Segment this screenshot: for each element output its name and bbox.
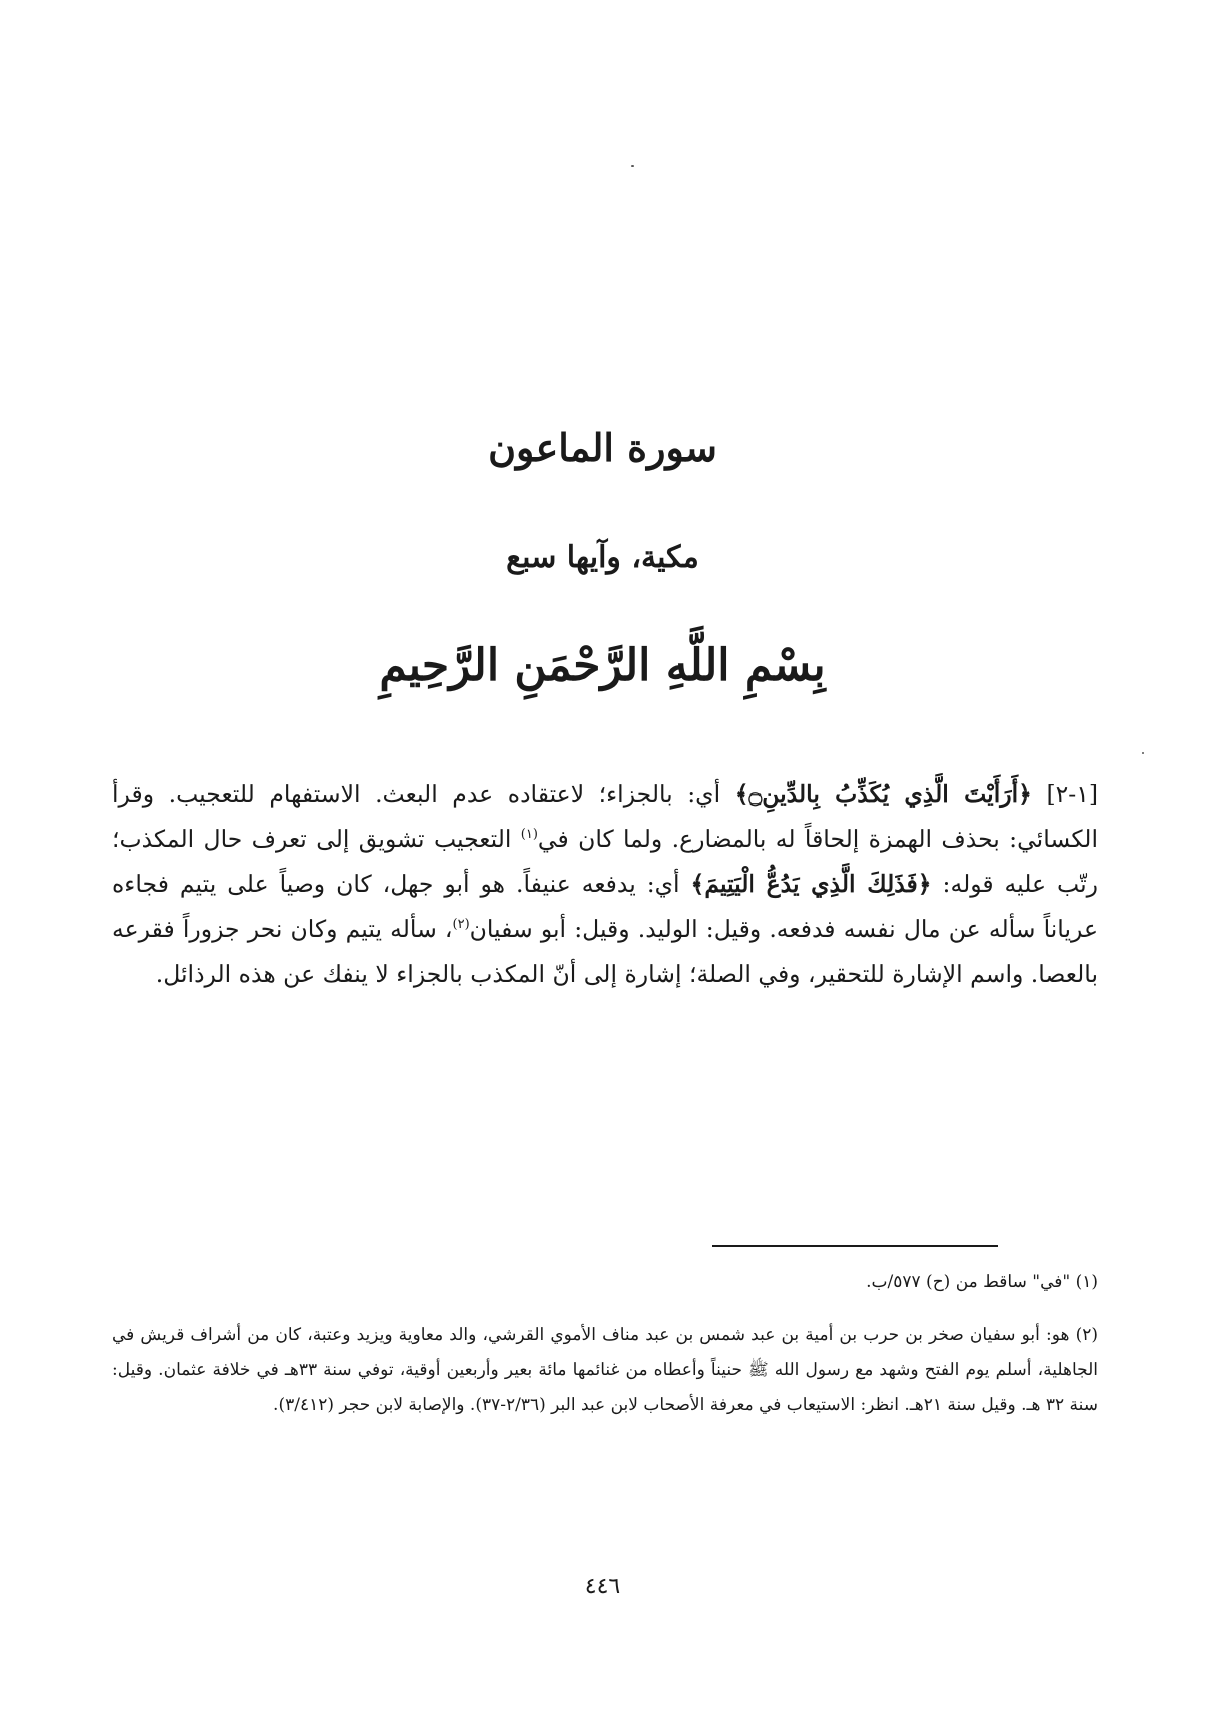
quran-verse: ﴿أَرَأَيْتَ الَّذِي يُكَذِّبُ بِالدِّينِ۝﴾ [734,780,1032,808]
footnote: (٢) هو: أبو سفيان صخر بن حرب بن أمية بن عبد شمس بن عبد مناف الأموي القرشي، والد معاوية ويزيد وعتبة، كان من أشراف قريش في الجاهلية، أسلم يوم الفتح وشهد مع رسول الله ﷺ حنيناً وأعطاه من غنائمها مائة بعير وأربعين أوقية، توفي سنة ٣٣هـ في خلافة عثمان. وقيل: سنة ٣٢ هـ. وقيل سنة ٢١هـ. انظر: الاستيعاب في معرفة الأصحاب لابن عبد البر (٢/٣٦-٣٧). والإصابة لابن حجر (٣/٤١٢). [112,1325,1098,1415]
commentary-paragraph [112,772,1098,997]
footnote-marker: (١) [520,827,538,843]
scan-speck [1142,752,1144,754]
page-number: ٤٤٦ [584,1574,621,1599]
surah-title: سورة الماعون [488,425,717,470]
footnote-separator [712,1245,998,1247]
commentary-text: ، سأله يتيم وكان نحر جزوراً فقرعه بالعصا. واسم الإشارة للتحقير، وفي الصلة؛ إشارة إلى أنّ المكذب بالجزاء لا ينفك عن هذه الرذائل. [112,915,1098,988]
commentary-body [112,772,1098,997]
commentary-text: التعجيب تشويق إلى تعرف حال المكذب؛ رتّب عليه قوله: [112,825,1098,898]
basmala: بِسْمِ اللَّهِ الرَّحْمَنِ الرَّحِيمِ [379,640,826,691]
verse-reference: [١-٢] [1046,780,1098,808]
scan-speck [631,165,634,167]
footnote-marker: (٢) [452,917,470,933]
quran-verse: ﴿فَذَلِكَ الَّذِي يَدُعُّ الْيَتِيمَ﴾ [690,870,932,898]
footnote: (١) "في" ساقط من (ح) ٥٧٧/ب. [866,1272,1098,1292]
footnotes [112,1265,1098,1441]
commentary-text: أي: بالجزاء؛ لاعتقاده عدم البعث. الاستفهام للتعجيب. وقرأ الكسائي: بحذف الهمزة إلحاقاً له بالمضارع. ولما كان في [112,780,1098,853]
surah-info: مكية، وآيها سبع [506,540,699,575]
commentary-text: أي: يدفعه عنيفاً. هو أبو جهل، كان وصياً على يتيم فجاءه عرياناً سأله عن مال نفسه فدفعه. وقيل: الوليد. وقيل: أبو سفيان [112,870,1098,943]
